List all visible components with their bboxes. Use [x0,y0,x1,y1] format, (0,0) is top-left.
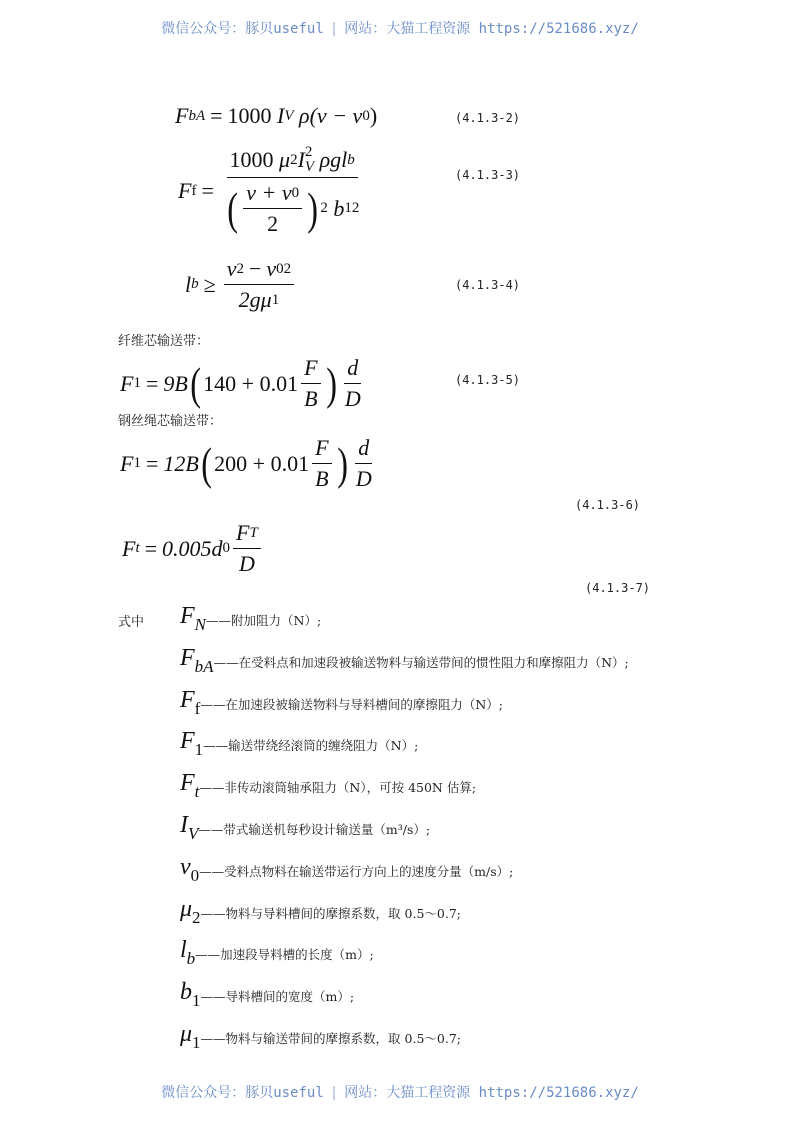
definition-text: ——在受料点和加速段被输送物料与输送带间的惯性阻力和摩擦阻力（N）; [213,654,629,670]
definition-text: ——受料点物料在输送带运行方向上的速度分量（m/s）; [199,863,514,879]
definition-item [180,854,513,886]
equation-number: (4.1.3-3) [455,168,521,182]
equation-number: (4.1.3-6) [575,498,641,512]
definition-symbol: $F_f$ [180,686,201,718]
formula-4-1-3-4: l b ≥ ν 2 − ν 0 2 2gμ 1 [185,256,297,313]
definition-text: ——物料与导料槽间的摩擦系数，取 0.5～0.7; [200,905,461,921]
watermark-wechat: 微信公众号：豚贝useful [161,21,324,37]
definition-text: ——带式输送机每秒设计输送量（m³/s）; [198,822,431,837]
equation-number: (4.1.3-5) [455,373,521,387]
definition-symbol: $F_{bA}$ [180,644,214,676]
formula-4-1-3-2: F bA = 1000 I V ρ(ν − ν 0 ) [175,103,378,128]
definition-item [180,687,503,719]
formula-4-1-3-7: F t = 0.005d 0 F T D [122,520,264,577]
formula-4-1-3-5: F 1 = 9B ( 140 + 0.01 $\frac{F}{B}$ ) $\frac{d}{D}$ [120,355,361,411]
definition-symbol: $I_V$ [180,812,199,843]
definition-text: ——导料槽间的宽度（m）; [200,989,355,1005]
definition-item [180,728,418,760]
watermark-separator: | [329,21,339,37]
definition-text: ——附加阻力（N）; [206,613,322,628]
definition-text: ——加速段导料槽的长度（m）; [195,947,374,963]
fiber-core-belt-label: 纤维芯输送带： [118,334,210,349]
definition-text: ——在加速段被输送物料与导料槽间的摩擦阻力（N）; [200,696,503,712]
definition-symbol: $F_N$ [180,603,207,634]
definition-symbol: $b_1$ [180,979,201,1011]
definition-symbol: $\mu_2$ [180,895,201,927]
definition-symbol: $F_1$ [180,728,204,760]
definition-symbol: $\mu_1$ [180,1021,201,1052]
definition-item [180,937,374,969]
definition-item [180,603,321,635]
definition-symbol: $l_b$ [180,937,196,969]
definition-item [180,812,430,844]
watermark-separator: | [329,1085,339,1101]
watermark-site: 网站：大猫工程资源 https://521686.xyz/ [344,1085,639,1101]
definition-item [180,645,629,677]
definition-text: ——非传动滚筒轴承阻力（N），可按 450N 估算; [199,780,477,796]
header-watermark [0,18,800,38]
definition-item [180,1021,461,1053]
definition-text: ——物料与输送带间的摩擦系数，取 0.5～0.7; [200,1031,461,1046]
definition-symbol: $F_t$ [180,770,200,802]
equation-number: (4.1.3-2) [455,111,521,125]
formula-4-1-3-3: F f = 1000 μ 2 I 2 V ρgl b ( ν + ν 0 2 ) 2 b 1 2 [178,144,360,236]
definition-symbol: $\nu_0$ [180,853,200,885]
definition-item [180,979,354,1011]
where-label: 式中 [118,615,145,630]
footer-watermark [0,1082,800,1102]
equation-number: (4.1.3-4) [455,278,521,292]
definition-item [180,770,476,802]
definition-item [180,896,461,928]
definition-text: ——输送带绕经滚筒的缠绕阻力（N）; [203,738,419,754]
watermark-site: 网站：大猫工程资源 https://521686.xyz/ [344,21,639,37]
formula-4-1-3-6: F 1 = 12B ( 200 + 0.01 $\frac{F}{B}$ ) $\frac{d}{D}$ [120,435,372,491]
equation-number: (4.1.3-7) [585,581,651,595]
steel-cord-belt-label: 钢丝绳芯输送带： [118,414,223,429]
watermark-wechat: 微信公众号：豚贝useful [161,1085,324,1101]
